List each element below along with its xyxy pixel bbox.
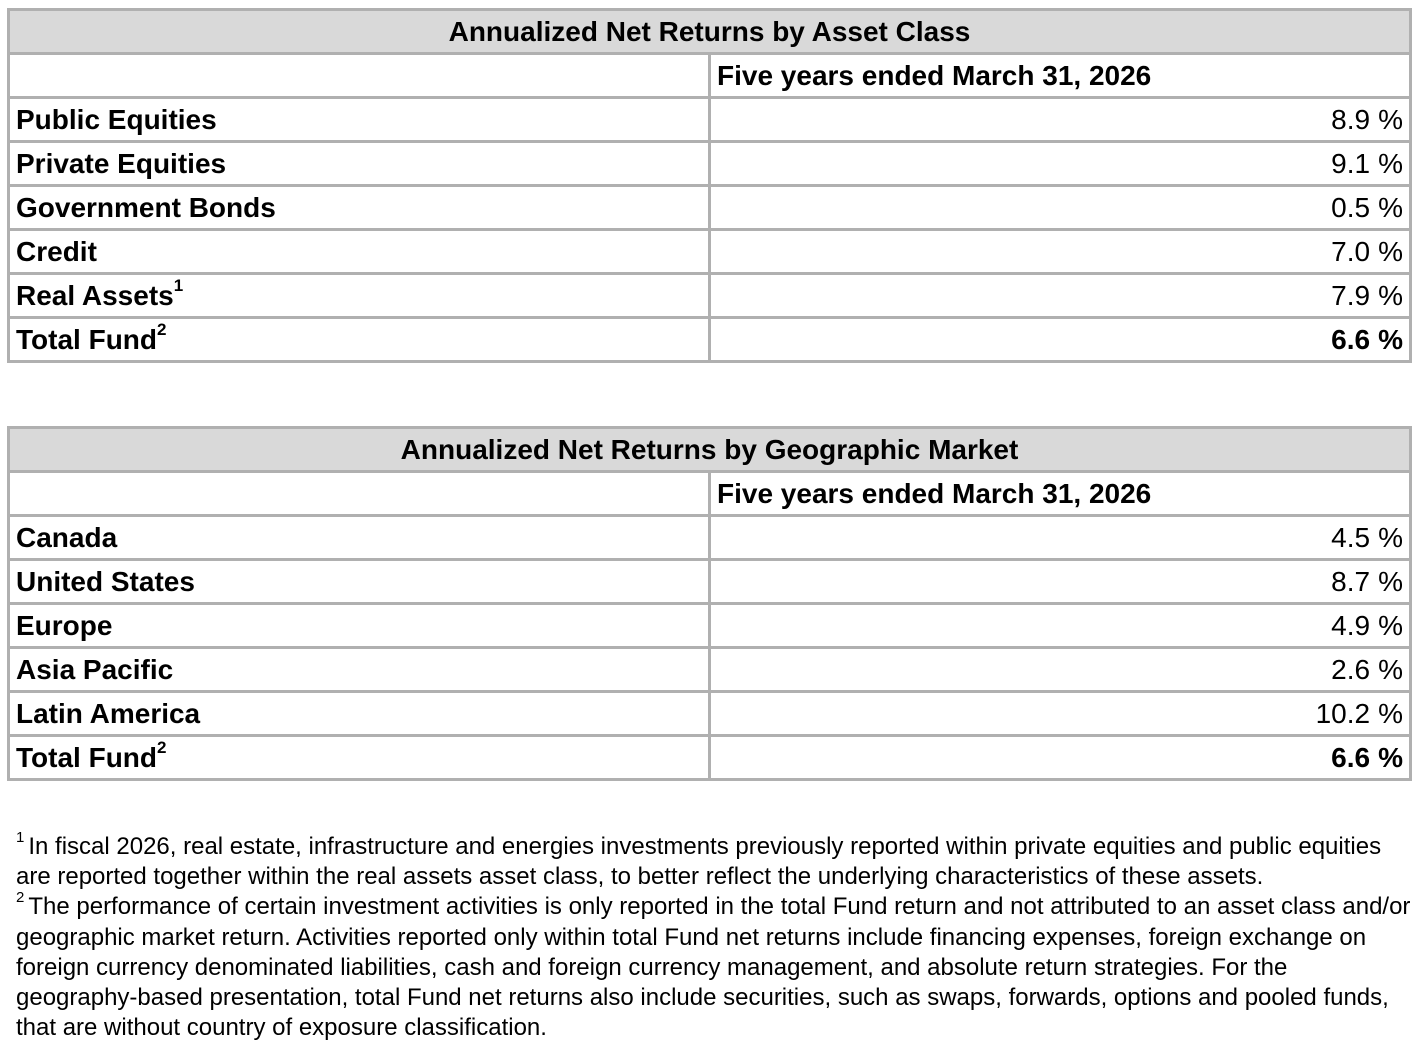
footnote-marker: 2 bbox=[16, 889, 25, 907]
table-row bbox=[9, 648, 1411, 692]
geographic-market-table-title: Annualized Net Returns by Geographic Market bbox=[9, 428, 1411, 472]
row-value: 6.6 % bbox=[710, 318, 1411, 362]
row-label: Credit bbox=[9, 230, 710, 274]
row-label: Latin America bbox=[9, 692, 710, 736]
row-label: Private Equities bbox=[9, 142, 710, 186]
table-row-total bbox=[9, 318, 1411, 362]
row-label: Europe bbox=[9, 604, 710, 648]
geographic-market-table bbox=[7, 426, 1412, 781]
row-value: 10.2 % bbox=[710, 692, 1411, 736]
column-header-period: Five years ended March 31, 2026 bbox=[710, 472, 1411, 516]
row-value: 4.5 % bbox=[710, 516, 1411, 560]
row-label: Government Bonds bbox=[9, 186, 710, 230]
footnotes bbox=[16, 829, 1411, 1043]
row-label: Public Equities bbox=[9, 98, 710, 142]
table-row bbox=[9, 560, 1411, 604]
row-label: Total Fund$^2$ bbox=[9, 318, 710, 362]
column-header-row bbox=[9, 472, 1411, 516]
row-value: 7.0 % bbox=[710, 230, 1411, 274]
footnote-1 bbox=[16, 829, 1411, 892]
row-label: Total Fund$^2$ bbox=[9, 736, 710, 780]
table-row bbox=[9, 604, 1411, 648]
table-row bbox=[9, 98, 1411, 142]
table-row bbox=[9, 230, 1411, 274]
row-value: 0.5 % bbox=[710, 186, 1411, 230]
asset-class-table-title: Annualized Net Returns by Asset Class bbox=[9, 10, 1411, 54]
footnote-text: In fiscal 2026, real estate, infrastructure and energies investments previously reported within private equities and public equities are reported together within the real assets asset class, to better reflect the underlying characteristics of these assets. bbox=[16, 833, 1382, 891]
row-label: Canada bbox=[9, 516, 710, 560]
row-value: 9.1 % bbox=[710, 142, 1411, 186]
table-row bbox=[9, 274, 1411, 318]
row-label: Asia Pacific bbox=[9, 648, 710, 692]
table-row bbox=[9, 186, 1411, 230]
row-value: 4.9 % bbox=[710, 604, 1411, 648]
row-value: 7.9 % bbox=[710, 274, 1411, 318]
footnote-marker: 1 bbox=[173, 275, 184, 295]
table-title-row bbox=[9, 428, 1411, 472]
footnote-marker: 2 bbox=[157, 737, 167, 757]
table-row bbox=[9, 692, 1411, 736]
row-label: United States bbox=[9, 560, 710, 604]
footnote-text: The performance of certain investment activities is only reported in the total Fund return and not attributed to an asset class and/or geographic market return. Activities reported only within total Fund net returns include financing expenses, foreign exchange on foreign currency denominated liabilities, cash and foreign currency management, and absolute return strategies. For the geography-based presentation, total Fund net returns also include securities, such as swaps, forwards, options and pooled funds, that are without country of exposure classification. bbox=[16, 893, 1411, 1042]
footnote-marker: 2 bbox=[157, 319, 167, 339]
row-value: 8.7 % bbox=[710, 560, 1411, 604]
table-title-row bbox=[9, 10, 1411, 54]
footnote-marker: 1 bbox=[16, 829, 25, 846]
column-header-blank bbox=[9, 54, 710, 98]
column-header-period: Five years ended March 31, 2026 bbox=[710, 54, 1411, 98]
row-value: 8.9 % bbox=[710, 98, 1411, 142]
table-row-total bbox=[9, 736, 1411, 780]
table-row bbox=[9, 516, 1411, 560]
row-value: 2.6 % bbox=[710, 648, 1411, 692]
table-row bbox=[9, 142, 1411, 186]
footnote-2 bbox=[16, 889, 1411, 1043]
column-header-blank bbox=[9, 472, 710, 516]
row-value: 6.6 % bbox=[710, 736, 1411, 780]
asset-class-table bbox=[7, 8, 1412, 363]
row-label: Real Assets$^1$ bbox=[9, 274, 710, 318]
column-header-row bbox=[9, 54, 1411, 98]
